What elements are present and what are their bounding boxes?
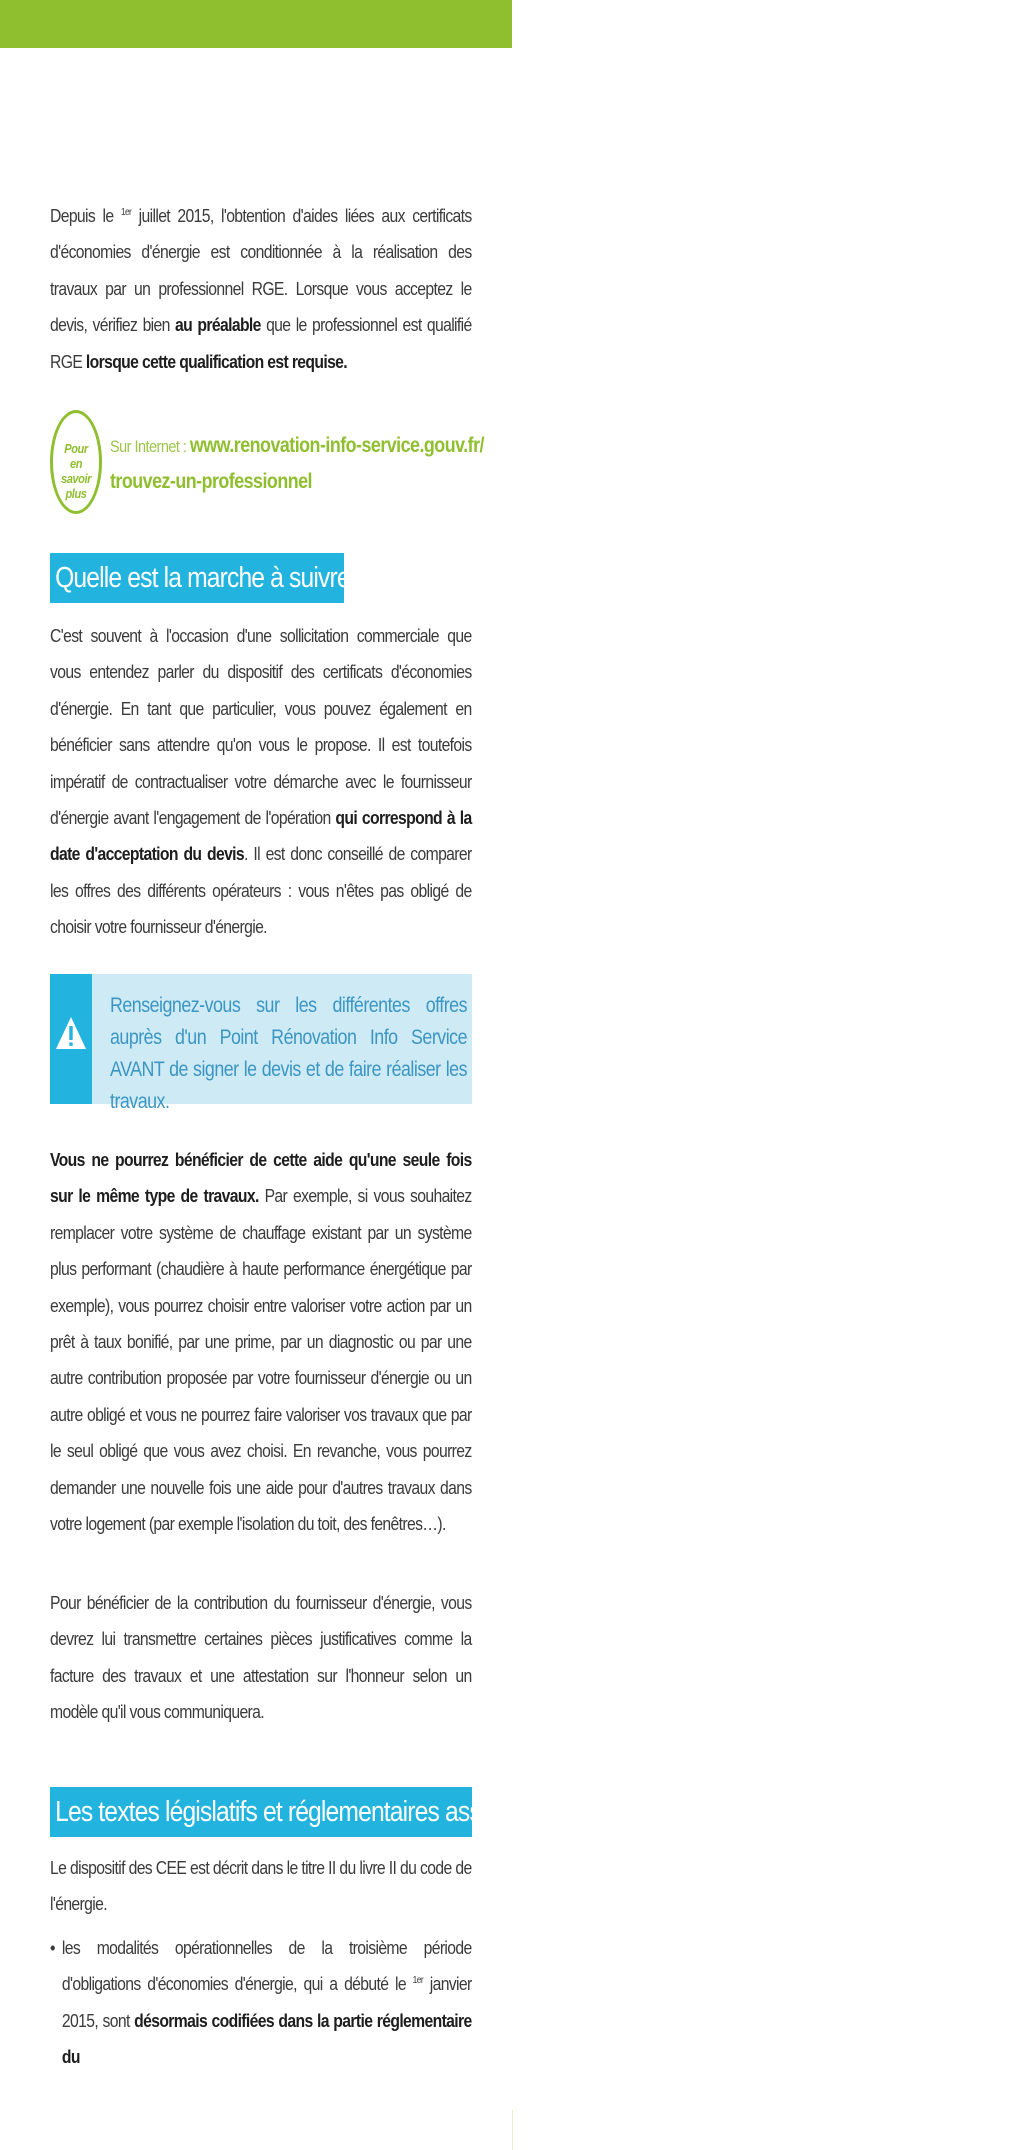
marche-paragraph: C'est souvent à l'occasion d'une sollicitation commerciale que vous entendez parler du dispositif des certificats d'économies d'énergie. En tant que particulier, vous pouvez également en bénéficier sans attendre qu'on vous le propose. Il est toutefois impératif de contractualiser votre démarche avec le fournisseur d'énergie avant l'engagement de l'opération qui correspond à la date d'acceptation du devis. Il est donc conseillé de comparer les offres des différents opérateurs : vous n'êtes pas obligé de choisir votre fournisseur d'énergie.	[50, 625, 472, 938]
warning-text: Renseignez-vous sur les différentes offres auprès d'un Point Rénovation Info Service AVANT de signer le devis et de faire réaliser les travaux.	[110, 994, 467, 1113]
aide-paragraph: Vous ne pourrez bénéficier de cette aide qu'une seule fois sur le même type de travaux. Par exemple, si vous souhaitez remplacer votre système de chauffage existant par un système plus performant (chaudière à haute performance énergétique par exemple), vous pourrez choisir entre valoriser votre action par un prêt à taux bonifié, par une prime, par un diagnostic ou par une autre contribution proposée par votre fournisseur d'énergie ou un autre obligé et vous ne pourrez faire valoriser vos travaux que par le seul obligé que vous avez choisi. En revanche, vous pourrez demander une nouvelle fois une aide pour d'autres travaux dans votre logement (par exemple l'isolation du toit, des fenêtres…).	[50, 1149, 472, 1535]
more-info-block: Pour en savoir plus Sur Internet : www.renovation-info-service.gouv.fr/ trouvez-un-professionnel	[50, 410, 480, 514]
intro-paragraph: Depuis le $^{1er}$ juillet 2015, l'obtention d'aides liées aux certificats d'économies d'énergie est conditionnée à la réalisation des travaux par un professionnel RGE. Lorsque vous acceptez le devis, vérifiez bien au préalable que le professionnel est qualifié RGE lorsque cette qualification est requise.	[50, 205, 472, 372]
warning-box	[50, 974, 472, 1113]
renovation-link[interactable]: www.renovation-info-service.gouv.fr/ trouvez-un-professionnel	[110, 434, 484, 493]
warning-icon	[55, 1016, 87, 1050]
justificatifs-paragraph: Pour bénéficier de la contribution du fournisseur d'énergie, vous devrez lui transmettre certaines pièces justificatives comme la facture des travaux et une attestation sur l'honneur selon un modèle qu'il vous communiquera.	[50, 1592, 472, 1723]
bullet-list	[50, 1930, 472, 2068]
sup-number: 1er	[120, 206, 132, 218]
section-heading-marche: Quelle est la marche à suivre ?	[50, 553, 344, 603]
more-info-badge: Pour en savoir plus	[50, 410, 102, 514]
list-item: • les modalités opérationnelles de la troisième période d'obligations d'économies d'énergie, qui a débuté le $^{1er}$ janvier 2015, sont désormais codifiées dans la partie réglementaire du	[50, 1937, 472, 2068]
section-heading-textes: Les textes législatifs et réglementaires associés	[50, 1787, 472, 1837]
code-energie-paragraph: Le dispositif des CEE est décrit dans le titre II du livre II du code de l'énergie.	[50, 1857, 472, 1915]
top-accent-bar	[0, 0, 512, 48]
column-divider	[512, 2110, 513, 2150]
